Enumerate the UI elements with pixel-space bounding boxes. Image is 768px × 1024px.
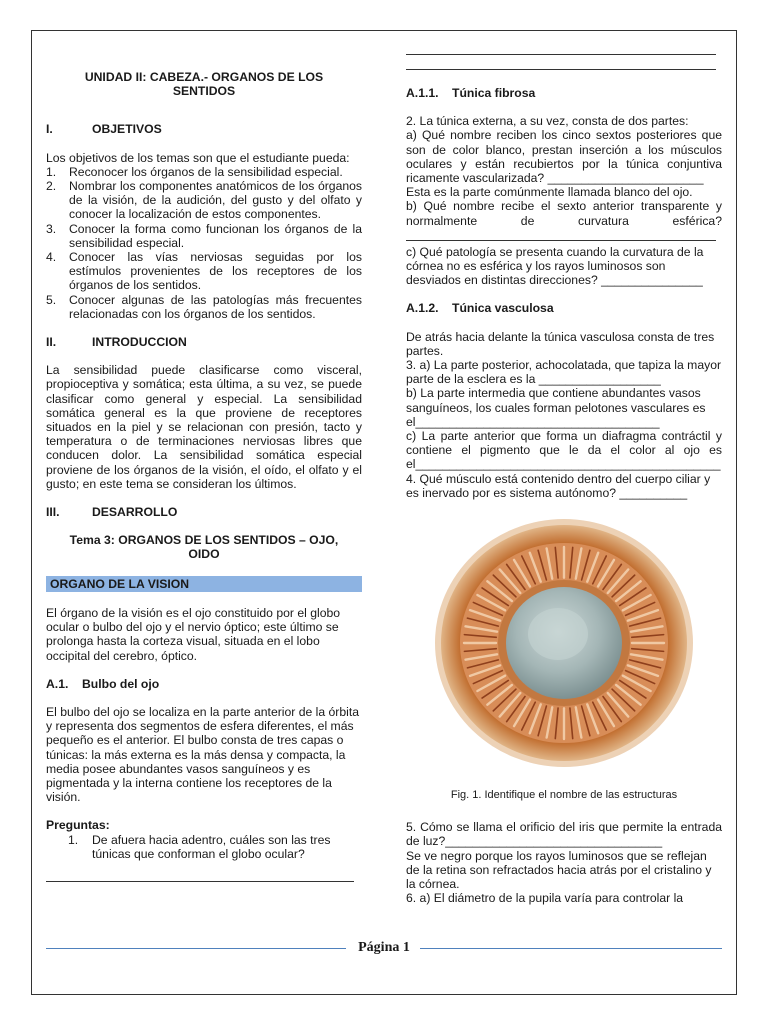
question-text: De afuera hacia adentro, cuáles son las tres túnicas que conforman el globo ocular? [92,832,331,861]
bulbo-number: A.1. [46,676,69,691]
question-2a-note: Esta es la parte comúnmente llamada blanco del ojo. [406,185,693,200]
item-text: Conocer la forma como funcionan los órganos de la sensibilidad especial. [69,221,362,250]
item-text: Nombrar los componentes anatómicos de los órganos de la visión, de la audición, del gusto y del olfato y conocer la localización de estos componentes. [69,179,362,222]
question-2b: b) Qué nombre recibe el sexto anterior transparente y normalmente de curvatura esférica? [406,199,722,228]
preguntas-heading: Preguntas: [46,818,110,833]
objetivos-intro: Los objetivos de los temas son que el estudiante pueda: [46,150,350,165]
tunica-vasculosa-number: A.1.2. [406,301,439,316]
question-6: 6. a) El diámetro de la pupila varía para controlar la [406,891,684,906]
vasculosa-intro: De atrás hacia delante la túnica vasculosa consta de tres partes. [406,329,715,358]
list-item [46,293,362,321]
introduccion-text: La sensibilidad puede clasificarse como visceral, propioceptiva y somática; esta última, a su vez, se puede clasificar como general y especial. La sensibilidad somática general es la que proviene de receptores situados en la piel y se relacionan con presión, tacto y temperatura o de terminaciones nerviosas libres que conducen dolor. La sensibilidad somática especial proviene de los órganos de la visión, el oído, el olfato y el gusto; en este tema se consideran los últimos. [46,363,362,491]
answer-line[interactable] [46,881,354,882]
tunica-fibrosa-heading [406,86,722,100]
unit-title: UNIDAD II: CABEZA.- ORGANOS DE LOS SENTIDOS [84,70,324,99]
question-3c: c) La parte anterior que forma un diafragma contráctil y contiene el pigmento que le da el color al ojo es el_____________________________________________ [406,429,722,472]
page-number: Página 1 [358,940,410,955]
right-column [406,44,722,906]
question-5-note: Se ve negro porque los rayos luminosos que se reflejan de la retina son refractados hacia atrás por el cristalino y la córnea. [406,848,712,892]
tunica-vasculosa-heading [406,301,722,315]
objetivos-heading [46,122,362,136]
question-number: 1. [68,832,79,847]
iris-illustration [406,510,722,780]
list-item [46,179,362,222]
tunica-fibrosa-label: Túnica fibrosa [452,86,536,100]
left-column [46,70,362,882]
item-number: 1. [46,164,57,179]
item-text: Reconocer los órganos de la sensibilidad especial. [69,164,343,179]
bulbo-text: El bulbo del ojo se localiza en la parte anterior de la órbita y representa dos segmentos de esfera diferentes, el más pequeño es el anterior. El bulbo consta de tres capas o túnicas: la más externa es la más densa y compacta, la media posee abundantes vasos sanguíneos y es pigmentada y la interna contiene los receptores de la visión. [46,704,360,805]
objetivos-label: OBJETIVOS [92,122,162,137]
question-4: 4. Qué músculo está contenido dentro del cuerpo ciliar y es inervado por es sistema autónomo? __________ [406,471,711,500]
desarrollo-label: DESARROLLO [92,505,178,520]
tunica-vasculosa-label: Túnica vasculosa [452,301,554,316]
vision-text: El órgano de la visión es el ojo constituido por el globo ocular o bulbo del ojo y el nervio óptico; este último se prolonga hasta la corteza visual, situada en el lobo occipital del cerebro, óptico. [46,605,341,663]
figure-caption: Fig. 1. Identifique el nombre de las estructuras [450,789,678,802]
tema-title: Tema 3: ORGANOS DE LOS SENTIDOS – OJO, OIDO [69,533,339,562]
question-3a: 3. a) La parte posterior, achocolatada, que tapiza la mayor parte de la esclera es la __________________ [406,358,722,387]
introduccion-label: INTRODUCCION [92,335,187,350]
answer-line[interactable] [406,69,716,70]
question-1 [46,833,362,861]
introduccion-number: II. [46,335,57,350]
bulbo-label: Bulbo del ojo [82,676,160,691]
item-number: 5. [46,292,57,307]
item-number: 3. [46,221,57,236]
answer-line[interactable] [406,54,716,55]
tunica-fibrosa-number: A.1.1. [406,86,439,100]
item-text: Conocer las vías nerviosas seguidas por los estímulos provenientes de los receptores de los órganos de los sentidos. [69,250,362,293]
item-number: 4. [46,250,57,265]
item-text: Conocer algunas de las patologías más frecuentes relacionadas con los órganos de los sentidos. [69,292,362,321]
desarrollo-heading [46,505,362,519]
question-2: 2. La túnica externa, a su vez, consta de dos partes: [406,114,689,129]
bulbo-heading [46,677,362,691]
eye-figure [406,510,722,780]
lens-highlight [528,608,588,660]
page-footer [46,938,722,958]
question-3b: b) La parte intermedia que contiene abundantes vasos sanguíneos, los cuales forman pelotones vasculares es el____________________________________ [406,386,706,429]
section-band: ORGANO DE LA VISION [46,576,362,592]
list-item [46,250,362,293]
list-item [46,222,362,250]
list-item [46,165,362,179]
objetivos-number: I. [46,122,53,137]
item-number: 2. [46,179,57,194]
question-2a: a) Qué nombre reciben los cinco sextos posteriores que son de color blanco, prestan inserción a los músculos oculares y están recubiertos por la túnica conjuntiva ricamente vascularizada? _______________________ [406,128,722,186]
answer-line[interactable] [406,240,716,241]
question-2c: c) Qué patología se presenta cuando la curvatura de la córnea no es esférica y los rayos luminosos son desviados en distintas direcciones? _______________ [406,244,704,288]
desarrollo-number: III. [46,505,60,520]
introduccion-heading [46,335,362,349]
question-5: 5. Cómo se llama el orificio del iris que permite la entrada de luz?________________________________ [406,820,722,849]
objetivos-list [46,165,362,321]
footer-rule-right [420,948,722,949]
